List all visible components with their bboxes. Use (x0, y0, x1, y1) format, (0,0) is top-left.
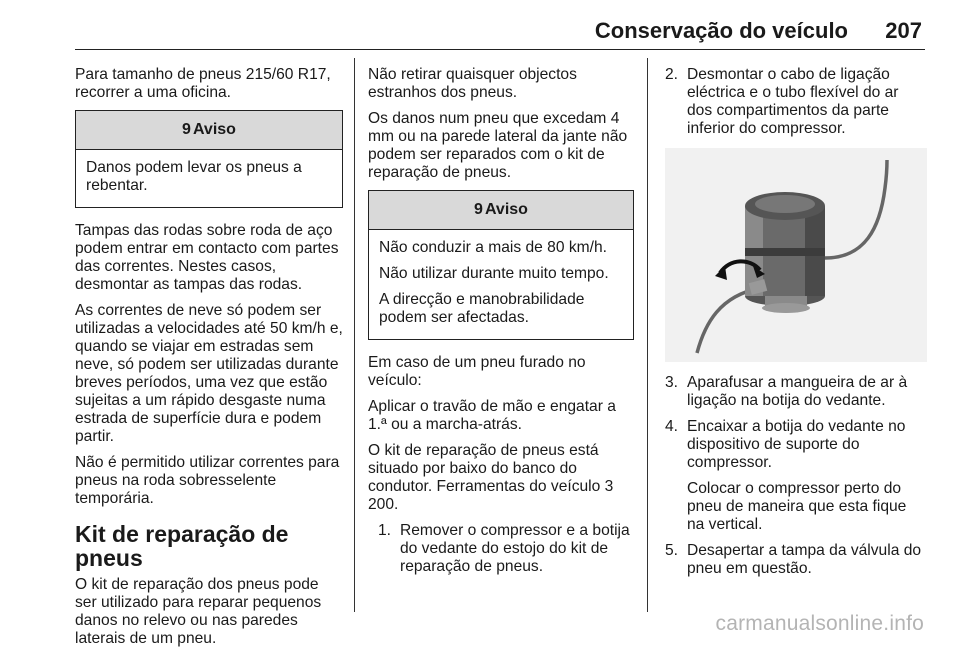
warning-line: Não utilizar durante muito tempo. (379, 265, 609, 282)
list-item (665, 418, 927, 472)
warning-box (75, 110, 343, 208)
header-rule (75, 49, 925, 50)
list-number: 1. (378, 522, 392, 539)
paragraph: Aplicar o travão de mão e engatar a 1.ª ou a marcha-atrás. (368, 398, 616, 433)
list-text: Remover o compressor e a botija do vedante do estojo do kit de reparação de pneus. (400, 522, 630, 575)
paragraph: Não é permitido utilizar correntes para pneus na roda sobresselente temporária. (75, 454, 340, 507)
list-number: 5. (665, 542, 679, 559)
list-item (378, 522, 634, 576)
paragraph: Não retirar quaisquer objectos estranhos dos pneus. (368, 66, 577, 101)
paragraph: As correntes de neve só podem ser utilizadas a velocidades até 50 km/h e, quando se viajar em estradas sem neve, só podem ser utilizadas durante breves períodos, uma vez que estão sujeitas a um rápido desgaste numa estrada de superfície dura e podem partir. (75, 302, 343, 445)
warning-box (368, 190, 634, 340)
column-1 (75, 66, 343, 656)
warning-icon: 9 (182, 121, 191, 138)
warning-title: Aviso (192, 121, 236, 138)
page-title: Conservação do veículo (594, 18, 848, 43)
section-heading: Kit de reparação de pneus (75, 521, 289, 571)
column-divider-1 (354, 58, 355, 612)
list-text: Desapertar a tampa da válvula do pneu em questão. (687, 542, 922, 577)
list-text: Desmontar o cabo de ligação eléctrica e o tubo flexível do ar dos compartimentos da parte inferior do compressor. (687, 66, 899, 137)
paragraph-text: O kit de reparação de pneus está situado por baixo do banco do condutor. Ferramentas do veículo (368, 442, 601, 495)
list-note: Colocar o compressor perto do pneu de maneira que esta fique na vertical. (687, 480, 907, 533)
paragraph: O kit de reparação dos pneus pode ser utilizado para reparar pequenos danos no relevo ou nas paredes laterais de um pneu. (75, 576, 322, 647)
list-text: Aparafusar a mangueira de ar à ligação na botija do vedante. (687, 374, 908, 409)
warning-icon: 9 (474, 201, 483, 218)
compressor-drawing (665, 148, 927, 362)
paragraph: Os danos num pneu que excedam 4 mm ou na parede lateral da jante não podem ser reparados com o kit de reparação de pneus. (368, 110, 628, 181)
compressor-illustration (665, 148, 927, 362)
warning-header (369, 191, 633, 230)
page-reference-icon: 3 (604, 478, 614, 495)
warning-title: Aviso (484, 201, 528, 218)
list-number: 3. (665, 374, 679, 391)
warning-line: A direcção e manobrabilidade podem ser afectadas. (379, 291, 585, 326)
list-item (665, 66, 927, 138)
list-text: Encaixar a botija do vedante no dispositivo de suporte do compressor. (687, 418, 906, 471)
warning-text: Danos podem levar os pneus a rebentar. (86, 159, 302, 194)
list-item (665, 542, 927, 578)
list-number: 2. (665, 66, 679, 83)
watermark: carmanualsonline.info (715, 612, 924, 635)
page-number: 207 (885, 18, 922, 43)
column-divider-2 (647, 58, 648, 612)
paragraph: Tampas das rodas sobre roda de aço podem entrar em contacto com partes das correntes. Nestes casos, desmontar as tampas das rodas. (75, 222, 339, 293)
warning-line: Não conduzir a mais de 80 km/h. (379, 239, 607, 256)
paragraph: Para tamanho de pneus 215/60 R17, recorrer a uma oficina. (75, 66, 331, 101)
page-reference: 200. (368, 496, 399, 513)
column-2 (368, 66, 634, 584)
column-3 (665, 66, 927, 586)
list-number: 4. (665, 418, 679, 435)
warning-header (76, 111, 342, 150)
paragraph: Em caso de um pneu furado no veículo: (368, 354, 586, 389)
list-item (665, 374, 927, 410)
paragraph (368, 442, 634, 514)
